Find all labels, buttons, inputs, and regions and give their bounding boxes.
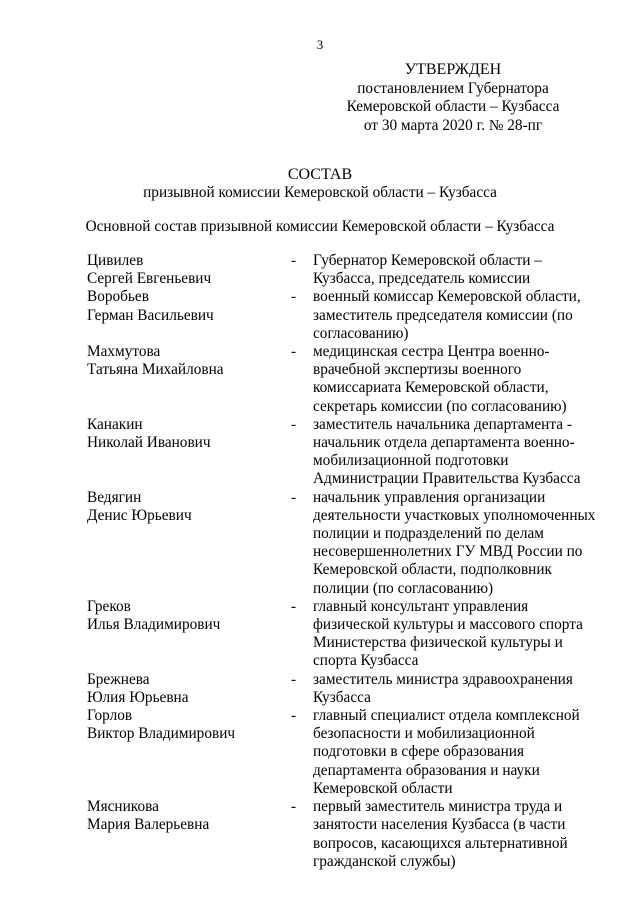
member-role-line: Кузбасса, председатель комиссии xyxy=(313,270,531,288)
member-surname: Цивилев xyxy=(87,252,144,269)
member-given-name: Мария Валерьевна xyxy=(87,816,210,834)
member-dash: - xyxy=(291,488,297,506)
member-given-name: Татьяна Михайловна xyxy=(87,361,224,379)
member-role-line: полиции (по согласованию) xyxy=(313,579,494,597)
member-surname: Мясникова xyxy=(87,798,159,816)
member-row xyxy=(87,288,587,343)
member-name xyxy=(87,598,291,634)
member-role-line: заместитель министра здравоохранения xyxy=(313,670,573,688)
member-dash: - xyxy=(291,597,297,615)
member-role-line: Кемеровской области xyxy=(313,779,453,797)
member-role xyxy=(313,798,578,871)
member-name xyxy=(87,343,291,379)
member-role-line: спорта Кузбасса xyxy=(313,652,419,670)
approval-block xyxy=(340,61,566,135)
member-role-line: департамента образования и науки xyxy=(313,761,540,779)
member-role-line: полиции и подразделений по делам xyxy=(313,525,544,543)
member-role xyxy=(313,252,578,288)
member-name xyxy=(87,489,291,525)
member-name xyxy=(87,288,291,324)
member-role-line: занятости населения Кузбасса (в части xyxy=(313,816,566,834)
member-role-line: Министерства физической культуры и xyxy=(313,634,563,652)
document-title xyxy=(0,166,640,202)
members-list xyxy=(87,252,596,871)
member-name xyxy=(87,252,291,288)
member-surname: Греков xyxy=(87,597,131,615)
member-dash: - xyxy=(291,798,297,816)
member-role-line: комиссариата Кемеровской области, xyxy=(313,379,549,397)
member-role-line: медицинская сестра Центра военно- xyxy=(313,343,550,361)
member-name xyxy=(87,671,291,707)
member-given-name: Денис Юрьевич xyxy=(87,506,192,524)
member-role xyxy=(313,288,581,343)
member-name xyxy=(87,707,291,743)
member-role-line: врачебной экспертизы военного xyxy=(313,361,522,379)
member-surname: Воробьев xyxy=(87,288,149,306)
member-name xyxy=(87,798,291,834)
member-surname: Ведягин xyxy=(87,488,142,506)
member-surname: Брежнева xyxy=(87,670,150,688)
member-given-name: Сергей Евгеньевич xyxy=(87,270,212,288)
member-row xyxy=(87,671,587,707)
member-given-name: Илья Владимирович xyxy=(87,616,221,634)
member-surname: Канакин xyxy=(87,415,143,433)
member-row xyxy=(87,798,587,871)
member-role-line: военный комиссар Кемеровской области, xyxy=(313,288,581,306)
member-given-name: Герман Васильевич xyxy=(87,306,214,324)
member-row xyxy=(87,416,587,489)
document-title-main: СОСТАВ xyxy=(287,166,353,183)
member-role-line: заместитель начальника департамента - xyxy=(313,415,572,433)
member-row xyxy=(87,707,587,798)
member-dash: - xyxy=(291,343,297,361)
member-role-line: Кузбасса xyxy=(313,688,371,706)
member-role xyxy=(313,343,578,416)
member-dash: - xyxy=(291,252,297,269)
member-role-line: секретарь комиссии (по согласованию) xyxy=(313,397,567,415)
member-role xyxy=(313,597,583,671)
approval-line: постановлением Губернатора xyxy=(357,80,549,98)
member-role-line: мобилизационной подготовки xyxy=(313,452,509,470)
member-dash: - xyxy=(291,415,297,433)
member-role-line: начальник отдела департамента военно- xyxy=(313,434,575,452)
approval-title: УТВЕРЖДЕН xyxy=(404,61,502,78)
member-role-line: деятельности участковых уполномоченных xyxy=(313,506,596,524)
member-role-line: главный консультант управления xyxy=(313,597,529,615)
member-surname: Махмутова xyxy=(87,343,161,361)
member-given-name: Юлия Юрьевна xyxy=(87,688,189,706)
member-row xyxy=(87,343,587,416)
member-dash: - xyxy=(291,288,297,306)
member-role-line: подготовки в сфере образования xyxy=(313,743,524,761)
member-row xyxy=(87,488,596,598)
member-role-line: заместитель председателя комиссии (по xyxy=(313,306,573,324)
member-role-line: начальник управления организации xyxy=(313,488,546,506)
member-role-line: физической культуры и массового спорта xyxy=(313,616,583,634)
member-role-line: главный специалист отдела комплексной xyxy=(313,707,580,725)
member-name xyxy=(87,416,291,452)
member-role-line: согласованию) xyxy=(313,324,409,342)
member-role-line: Губернатор Кемеровской области – xyxy=(313,252,542,269)
member-role-line: Кемеровской области, подполковник xyxy=(313,561,552,579)
approval-line: Кемеровской области – Кузбасса xyxy=(346,98,560,116)
member-dash: - xyxy=(291,707,297,725)
section-heading: Основной состав призывной комиссии Кемеровской области – Кузбасса xyxy=(85,218,555,235)
member-dash: - xyxy=(291,670,297,688)
member-role-line: безопасности и мобилизационной xyxy=(313,725,535,743)
member-given-name: Николай Иванович xyxy=(87,434,211,452)
member-role-line: гражданской службы) xyxy=(313,852,456,870)
document-title-sub: призывной комиссии Кемеровской области – Кузбасса xyxy=(143,184,497,202)
member-role-line: Администрации Правительства Кузбасса xyxy=(313,470,581,488)
member-role-line: несовершеннолетних ГУ МВД России по xyxy=(313,543,583,561)
member-role xyxy=(313,671,578,707)
member-role xyxy=(313,488,596,598)
member-row xyxy=(87,598,587,671)
approval-line: от 30 марта 2020 г. № 28-пг xyxy=(363,116,543,134)
page-number: 3 xyxy=(316,37,324,52)
member-row xyxy=(87,252,587,288)
member-given-name: Виктор Владимирович xyxy=(87,725,236,743)
member-surname: Горлов xyxy=(87,707,133,725)
member-role-line: вопросов, касающихся альтернативной xyxy=(313,834,568,852)
member-role xyxy=(313,707,578,798)
member-role-line: первый заместитель министра труда и xyxy=(313,798,563,816)
member-role xyxy=(313,415,581,489)
